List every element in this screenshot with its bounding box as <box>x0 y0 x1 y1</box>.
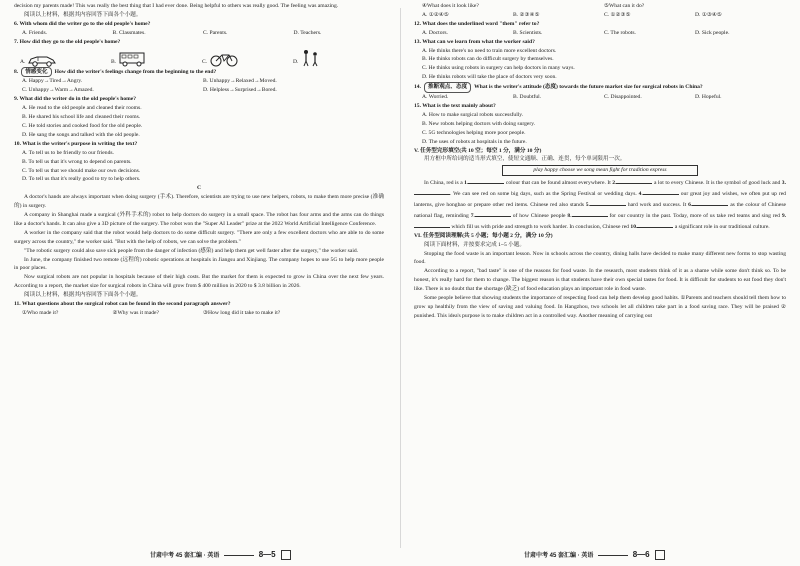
blank-9[interactable] <box>414 221 450 228</box>
blank-number: 2. <box>612 180 617 187</box>
section-5-heading: V. 任务型完形填空(共 10 空；每空 1 分，满分 10 分) <box>414 147 542 154</box>
instruction-c: 阅读以上材料，根据其内容回答下面各个小题。 <box>24 292 142 299</box>
option[interactable]: B. Doubtful. <box>513 94 542 101</box>
blank-2[interactable] <box>616 177 652 184</box>
question-9: 9. What did the writer do in the old people's home? <box>14 96 137 103</box>
option[interactable]: A. Doctors. <box>422 29 448 36</box>
option[interactable]: A. ①②④⑤ <box>422 11 449 18</box>
question-text: How did the writer's feelings change from the beginning to the end? <box>54 68 217 75</box>
passage-c-paragraph: A company in Shanghai made a surgical (外科手术的) robot to help doctors do surgery in a small space. The robot has four arms and the arms can do things like a doctor's hands. It can also give a 3D picture of the surgery. The robot won the "Super AI Leader" prize at the 2022 World Artificial Intelligence Conference. <box>14 212 384 227</box>
option[interactable]: D. Sick people. <box>695 29 730 36</box>
question-6-options <box>14 29 384 38</box>
subquestion: ⑤What can it do? <box>604 3 645 9</box>
blank-10[interactable] <box>637 221 673 228</box>
question-8-options-row2 <box>14 86 384 95</box>
question-7: 7. How did they go to the old people's home? <box>14 38 121 45</box>
walking-people-icon <box>300 49 322 67</box>
column-divider <box>400 8 401 548</box>
blank-5[interactable] <box>590 199 626 206</box>
question-15: 15. What is the text mainly about? <box>414 102 496 109</box>
question-11-options <box>414 11 786 20</box>
option[interactable]: D. ①③④⑤ <box>695 11 722 18</box>
blank-number: 1. <box>464 180 469 187</box>
option[interactable]: B. New robots helping doctors with doing surgery. <box>422 120 536 127</box>
option-label: D. <box>293 58 299 65</box>
blank-number: 5. <box>585 202 590 209</box>
page-number: 8—5 <box>258 550 276 559</box>
subquestion: ③How long did it take to make it? <box>203 310 281 316</box>
question-12: 12. What does the underlined word "them" refer to? <box>414 20 540 27</box>
option[interactable]: A. Worried. <box>422 94 449 101</box>
option[interactable]: A. To tell us to be friendly to our friends. <box>22 149 114 156</box>
qr-code-icon <box>655 550 665 560</box>
cloze-text: of how Chinese people <box>512 212 566 219</box>
blank-number: 7. <box>470 212 475 219</box>
reading-paragraph: Some people believe that showing students the importance of respecting food can help them develop good habits. ①Parents and teachers should tell them how to grow up healthily from the view of saving and valuing food. In Hangzhou, two schools let all children take part in a food saving race. They will be praised ② punished. This idea's purpose is to make children act in a controlled way. Another meaning of carrying out <box>414 295 786 319</box>
page-footer-right <box>524 550 665 560</box>
blank-1[interactable] <box>468 177 504 184</box>
word-bank: play happy choose we song mean fight for tradition express <box>502 165 698 176</box>
page-footer-left <box>150 550 291 560</box>
question-7-pictures <box>14 47 384 67</box>
section-5-instruction: 用方框中所给词的适当形式填空，使短文通顺、正确、连贯，每个单词限用一次。 <box>424 156 626 163</box>
instruction-b: 阅读以上材料，根据其内容回答下面各个小题。 <box>24 11 142 18</box>
subquestion: ②Why was it made? <box>112 310 159 316</box>
option[interactable]: C. To tell us that we should make our own decisions. <box>22 167 141 174</box>
blank-8[interactable] <box>572 210 608 217</box>
option[interactable]: C. Disappointed. <box>604 94 642 101</box>
option[interactable]: A. He read to the old people and cleaned their rooms. <box>22 105 142 112</box>
footer-rule <box>598 555 628 556</box>
blank-6[interactable] <box>692 199 728 206</box>
option[interactable]: A. How to make surgical robots successfully. <box>422 111 524 118</box>
blank-number: 4. <box>638 191 643 198</box>
question-6: 6. With whom did the writer go to the old people's home? <box>14 20 151 27</box>
option[interactable]: C. He thinks using robots in surgery can help doctors in many ways. <box>422 65 575 72</box>
option[interactable]: D. To tell us that it's really good to try to help others. <box>22 176 141 183</box>
option[interactable]: C. ①②③⑤ <box>604 11 631 18</box>
option[interactable]: B. ②③④⑤ <box>513 11 540 18</box>
right-column <box>414 2 786 321</box>
blank-number: 8. <box>567 212 572 219</box>
left-column <box>14 2 384 318</box>
blank-7[interactable] <box>475 210 511 217</box>
question-text: What is the writer's attitude (态度) towards the future market size for surgical robots in China? <box>474 84 703 91</box>
cloze-text: for our country in the past. Today, more of us take red teams and sing red <box>609 212 780 219</box>
passage-c-paragraph: A doctor's hands are always important when doing surgery (手术). Therefore, scientists are trying to use new helpers, robots, to make them more precise (准确的) in surgery. <box>14 194 384 210</box>
blank-number: 6. <box>688 202 693 209</box>
passage-c-paragraph: Now surgical robots are not popular in hospitals because of their high costs. But the market for them is expected to grow in China over the next few years. According to a report, the market size for surgical robots in China will grow from $ 400 million in 2020 to $ 3.8 billion in 2026. <box>14 274 384 290</box>
page-number: 8—6 <box>632 550 650 559</box>
cloze-text: . We can see red on some big days, such as the Spring Festival or wedding days. <box>450 191 637 198</box>
passage-c-paragraph: In June, the company finished two remote (远程的) robotic operations at hospitals in Jiangsu and Xinjiang. The company hopes to use 5G to help more people in poor places. <box>14 256 384 272</box>
blank-number: 10. <box>630 223 638 230</box>
car-icon <box>27 53 57 67</box>
qr-code-icon <box>281 550 291 560</box>
bicycle-icon <box>209 51 239 67</box>
subquestion: ④What does it look like? <box>422 3 479 9</box>
section-6-instruction: 阅读下面材料，并按要求完成 1~5 小题。 <box>424 241 525 248</box>
question-8-options <box>14 77 384 86</box>
question-10: 10. What is the writer's purpose in writing the text? <box>14 140 138 147</box>
cloze-passage <box>414 177 786 232</box>
question-13: 13. What can we learn from what the worker said? <box>414 38 535 45</box>
option[interactable]: B. Classmates. <box>112 29 146 36</box>
option[interactable]: C. Parents. <box>203 29 228 36</box>
footer-rule <box>224 555 254 556</box>
cloze-text: to every Chinese. It is the symbol of good luck and <box>665 180 781 187</box>
section-heading-c: C <box>196 185 202 192</box>
passage-c-paragraph: "The robotic surgery could also save sick people from the danger of infection (感染) and help them get well faster after the surgery," the worker said. <box>24 247 359 254</box>
question-8 <box>14 67 384 78</box>
option[interactable]: D. The uses of robots at hospitals in the future. <box>422 138 527 145</box>
option[interactable]: A. He thinks there's no need to train more excellent doctors. <box>422 47 557 54</box>
cloze-text: hard work and success. It <box>627 202 687 209</box>
option[interactable]: C. The robots. <box>604 29 636 36</box>
bus-icon <box>118 51 146 67</box>
option[interactable]: B. Unhappy→Relaxed→Moved. <box>203 78 277 85</box>
skill-tag: 推断观点、态度 <box>424 82 471 93</box>
question-14-options <box>414 93 786 102</box>
cloze-text: our great joy and wishes, we often put up red lanterns, give hongbao or prepare other red items. Chinese red also stands <box>414 191 786 209</box>
footer-title: 甘肃中考 45 套汇编 · 英语 <box>524 553 594 559</box>
question-11-subquestions <box>14 309 384 318</box>
option-label: B. <box>111 58 117 65</box>
footer-title: 甘肃中考 45 套汇编 · 英语 <box>150 553 220 559</box>
question-number: 14. <box>414 84 421 91</box>
option[interactable]: B. Scientists. <box>513 29 543 36</box>
option[interactable]: D. He sang the songs and talked with the old people. <box>22 131 140 138</box>
option[interactable]: B. To tell us that it's wrong to depend on parents. <box>22 158 132 165</box>
question-12-options <box>414 29 786 38</box>
option[interactable]: D. Teachers. <box>293 29 322 36</box>
question-11-subquestions-cont <box>414 2 786 11</box>
blank-4[interactable] <box>643 188 679 195</box>
option-c-bicycle[interactable] <box>202 51 293 67</box>
option-a-car[interactable] <box>20 53 111 67</box>
option[interactable]: C. He told stories and cooked food for the old people. <box>22 122 143 129</box>
cloze-text: a lot <box>653 180 664 187</box>
blank-3[interactable] <box>414 188 450 195</box>
cloze-text: a significant role in our traditional culture. <box>674 223 770 230</box>
blank-number: 3. <box>781 180 786 187</box>
option-label: C. <box>202 58 208 65</box>
reading-paragraph: According to a report, "bad taste" is one of the reasons for food waste. In the research, most students think of it as a shame while some don't think so. To be honest, it's really hard for them to change. The biggest reason is that students have their own special tastes for food. It is difficult for students to eat food they don't like. There is no doubt that the shortage (缺乏) of food education plays an important role in food waste. <box>414 268 786 293</box>
cloze-text: colour that can be found almost everywhere. It <box>505 180 611 187</box>
skill-tag: 情感变化 <box>21 67 51 78</box>
reading-paragraph: Stopping the food waste is an important lesson. Now in schools across the country, dining halls have decided to make many different new forms to stop wasting food. <box>414 250 786 266</box>
option[interactable]: A. Friends. <box>22 29 48 36</box>
option[interactable]: B. He shared his school life and cleaned their rooms. <box>22 114 141 121</box>
option-b-bus[interactable] <box>111 51 202 67</box>
option[interactable]: D. Helpless→Surprised→Bored. <box>203 87 277 94</box>
passage-b-ending: decision my parents made! This was really the best thing that I had ever done. Being helpful to others was really good. The feeling was amazing. <box>14 3 339 9</box>
blank-number: 9. <box>781 212 787 219</box>
option[interactable]: B. He thinks robots can do difficult surgery by themselves. <box>422 56 554 63</box>
option[interactable]: D. Hopeful. <box>695 94 722 101</box>
question-11: 11. What questions about the surgical robot can be found in the second paragraph answer? <box>14 301 231 308</box>
subquestion: ①Who made it? <box>22 310 59 316</box>
question-number: 8. <box>14 68 19 75</box>
option-label: A. <box>20 58 26 65</box>
option-d-walking[interactable] <box>293 49 384 67</box>
option[interactable]: C. 5G technologies helping more poor people. <box>422 129 526 136</box>
cloze-text: as the colour of Chinese national flag, reminding <box>414 202 786 219</box>
section-6-heading: VI. 任务型阅读理解(共 5 小题；每小题 2 分，满分 10 分) <box>414 232 553 239</box>
question-14 <box>414 82 786 93</box>
cloze-text: which fill us with pride and strength to work harder. In conclusion, Chinese red <box>451 223 629 230</box>
option[interactable]: C. Unhappy→Warm→Amazed. <box>22 87 94 94</box>
option[interactable]: D. He thinks robots will take the place of doctors very soon. <box>422 74 557 81</box>
option[interactable]: A. Happy→Tired→Angry. <box>22 78 83 85</box>
passage-c-paragraph: A worker in the company said that the robot would help doctors to do some difficult surgery. "There are only a few excellent doctors who are able to do some surgery across the country," the worker said. "But with the help of robots, we can solve the problem." <box>14 229 384 245</box>
cloze-text: In China, red is a <box>424 180 463 187</box>
